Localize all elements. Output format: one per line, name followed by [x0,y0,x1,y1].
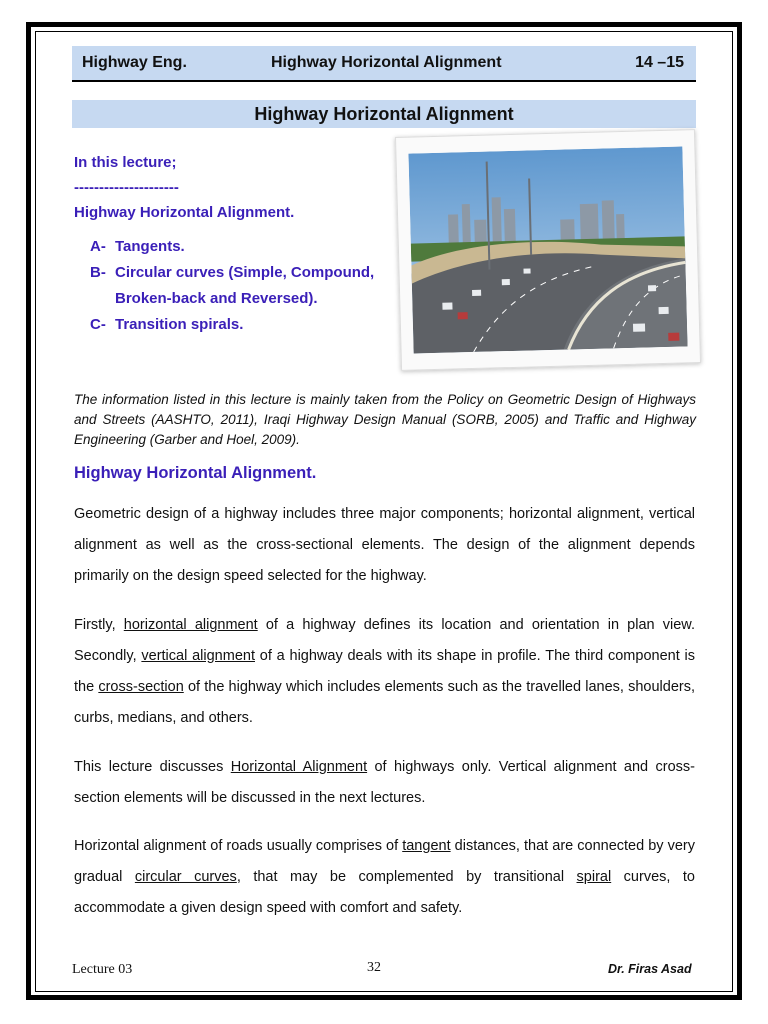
footer-lecture: Lecture 03 [72,962,133,977]
term-tangent: tangent [402,838,451,854]
text-run: of the highway which includes elements such as the travelled lanes, shoulders, curbs, medians, and others. [74,679,695,726]
list-marker: C- [90,316,106,333]
text-run: distances, that are connected by very gradual [74,838,695,885]
paragraph-scope [74,752,695,814]
academic-year: 14 –15 [635,54,684,71]
paragraph-intro: Geometric design of a highway includes three major components; horizontal alignment, vertical alignment as well as the cross-sectional elements. The design of the alignment depends primarily on the design speed selected for the highway. [74,506,695,584]
topic-list [90,234,375,338]
intro-topic: Highway Horizontal Alignment. [74,204,295,221]
list-marker: A- [90,238,106,255]
highway-scene-image [408,146,687,353]
lecture-intro [74,150,294,225]
text-run: Horizontal alignment of roads usually comprises of [74,838,403,854]
text-run: This lecture discusses [74,759,231,775]
list-marker: B- [90,264,106,281]
term-circular-curves: circular curves [134,869,237,885]
section-heading: Highway Horizontal Alignment. [74,464,317,482]
intro-divider: --------------------- [74,179,179,196]
text-run: , that may be complemented by transitional [236,869,577,885]
page-title: Highway Horizontal Alignment [72,100,696,128]
list-text: Tangents. [115,238,185,255]
term-horizontal-alignment-scope: Horizontal Alignment [230,759,368,775]
term-spiral: spiral [576,869,612,885]
list-item [90,260,375,312]
term-vertical-alignment: vertical alignment [141,648,255,664]
page-number: 32 [367,960,381,975]
text-run: of a highway defines its location and orientation in plan view. Secondly, [74,617,695,664]
course-name: Highway Eng. [82,54,187,71]
list-item [90,312,375,338]
footer-author: Dr. Firas Asad [608,962,692,976]
text-run: Firstly, [74,617,124,633]
text-run: curves, to accommodate a given design speed with comfort and safety. [74,869,695,916]
intro-label: In this lecture; [74,154,177,171]
list-item [90,234,375,260]
list-text: Circular curves (Simple, Compound, Broken-back and Reversed). [115,264,375,307]
term-cross-section: cross-section [98,679,184,695]
text-run: of a highway deals with its shape in profile. The third component is the [74,648,695,695]
highway-photo [395,129,701,371]
running-header [72,46,696,82]
text-run: of highways only. Vertical alignment and cross- section elements will be discussed in the next lectures. [74,759,695,806]
source-note: The information listed in this lecture is mainly taken from the Policy on Geometric Design of Highways and Streets (AASHTO, 2011), Iraqi Highway Design Manual (SORB, 2005) and Traffic and Highway Engineering (Garber and Hoel, 2009). [74,392,696,447]
list-text: Transition spirals. [115,316,244,333]
header-topic: Highway Horizontal Alignment [271,54,502,71]
term-horizontal-alignment: horizontal alignment [123,617,258,633]
paragraph-components [74,610,695,734]
paragraph-definition [74,831,695,924]
